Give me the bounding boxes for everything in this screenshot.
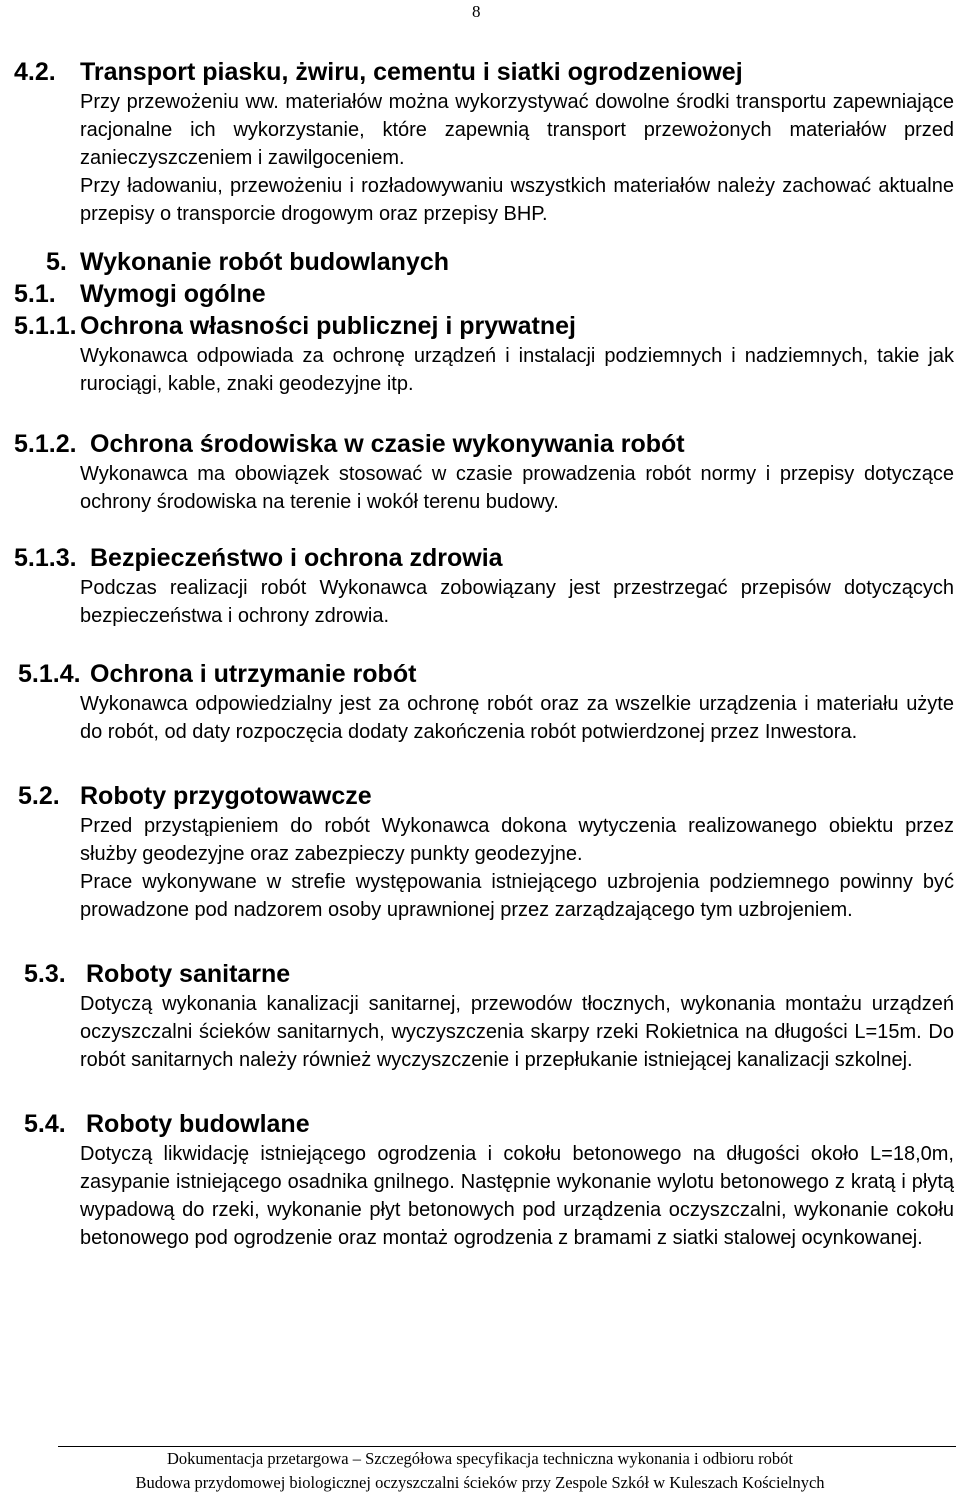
section-title: Wymogi ogólne [80, 280, 266, 308]
paragraph-safety: Podczas realizacji robót Wykonawca zobowiązany jest przestrzegać przepisów dotyczących bezpieczeństwa i ochrony zdrowia. [80, 577, 954, 627]
section-heading-5-1 [14, 278, 960, 310]
section-number: 5.1. [14, 280, 56, 308]
section-number: 5. [46, 248, 67, 276]
footer-divider [58, 1446, 956, 1447]
footer-line-1: Dokumentacja przetargowa – Szczegółowa specyfikacja techniczna wykonania i odbioru robót [167, 1449, 793, 1468]
paragraph-works-protection: Wykonawca odpowiedzialny jest za ochronę robót oraz za wszelkie urządzenia i materiału użyte do robót, od daty rozpoczęcia dodaty zakończenia robót potwierdzonej przez Inwestora. [80, 693, 954, 743]
section-title: Bezpieczeństwo i ochrona zdrowia [90, 544, 503, 572]
section-title: Roboty budowlane [86, 1110, 310, 1138]
section-number: 5.1.4. [18, 660, 81, 688]
footer-line-2: Budowa przydomowej biologicznej oczyszczalni ścieków przy Zespole Szkół w Kuleszach Kościelnych [135, 1473, 825, 1492]
section-heading-5-4 [24, 1108, 960, 1140]
section-title: Ochrona i utrzymanie robót [90, 660, 417, 688]
paragraph-preparatory-1: Przed przystąpieniem do robót Wykonawca dokona wytyczenia realizowanego obiektu przez służby geodezyjne oraz zabezpieczy punkty geodezyjne. [80, 815, 954, 865]
section-heading-5-2 [18, 780, 960, 812]
document-body [0, 56, 960, 1252]
paragraph-environment-protection: Wykonawca ma obowiązek stosować w czasie prowadzenia robót normy i przepisy dotyczące ochrony środowiska na terenie i wokół terenu budowy. [80, 463, 954, 513]
section-heading-5-3 [24, 958, 960, 990]
section-number: 4.2. [14, 58, 56, 86]
paragraph-property-protection: Wykonawca odpowiada za ochronę urządzeń i instalacji podziemnych i nadziemnych, takie jak rurociągi, kable, znaki geodezyjne itp. [80, 345, 954, 395]
paragraph-transport-2: Przy ładowaniu, przewożeniu i rozładowywaniu wszystkich materiałów należy zachować aktualne przepisy o transporcie drogowym oraz przepisy BHP. [80, 175, 954, 225]
section-title: Wykonanie robót budowlanych [80, 248, 450, 276]
section-heading-4-2 [14, 56, 960, 88]
section-number: 5.1.2. [14, 430, 77, 458]
paragraph-sanitary-works: Dotyczą wykonania kanalizacji sanitarnej, przewodów tłocznych, wykonania montażu urządzeń oczyszczalni ścieków sanitarnych, wyczyszczenia skarpy rzeki Rokietnica na długości L=15m. Do robót sanitarnych należy również wyczyszczenie i przepłukanie istniejącej kanalizacji szkolnej. [80, 993, 954, 1071]
page-number: 8 [472, 2, 481, 21]
section-heading-5-1-4 [18, 658, 960, 690]
section-number: 5.1.3. [14, 544, 77, 572]
paragraph-preparatory-2: Prace wykonywane w strefie występowania istniejącego uzbrojenia podziemnego powinny być prowadzone pod nadzorem osoby uprawnionej przez zarządzającego tym uzbrojeniem. [80, 871, 954, 921]
section-title: Ochrona własności publicznej i prywatnej [80, 312, 576, 340]
section-number: 5.1.1. [14, 312, 77, 340]
paragraph-construction-works: Dotyczą likwidację istniejącego ogrodzenia i cokołu betonowego na długości około L=18,0m, zasypanie istniejącego osadnika gnilnego. Następnie wykonanie wylotu betonowego z kratą i płytą wypadową do rzeki, wykonanie płyt betonowych pod urządzenia oczyszczalni, wykonanie cokołu betonowego pod ogrodzenie oraz montaż ogrodzenia z bramami z siatki stalowej ocynkowanej. [80, 1143, 954, 1249]
section-number: 5.3. [24, 960, 66, 988]
section-number: 5.2. [18, 782, 60, 810]
section-number: 5.4. [24, 1110, 66, 1138]
section-title: Roboty przygotowawcze [80, 782, 372, 810]
section-title: Ochrona środowiska w czasie wykonywania robót [90, 430, 685, 458]
section-title: Roboty sanitarne [86, 960, 291, 988]
paragraph-transport-1: Przy przewożeniu ww. materiałów można wykorzystywać dowolne środki transportu zapewniające racjonalne ich wykorzystanie, które zapewnią transport przewożonych materiałów przed zanieczyszczeniem i zawilgoceniem. [80, 91, 954, 169]
section-heading-5-1-1 [14, 310, 960, 342]
section-heading-5 [46, 246, 960, 278]
section-heading-5-1-2 [14, 428, 960, 460]
section-heading-5-1-3 [14, 542, 960, 574]
section-title: Transport piasku, żwiru, cementu i siatki ogrodzeniowej [80, 58, 743, 86]
